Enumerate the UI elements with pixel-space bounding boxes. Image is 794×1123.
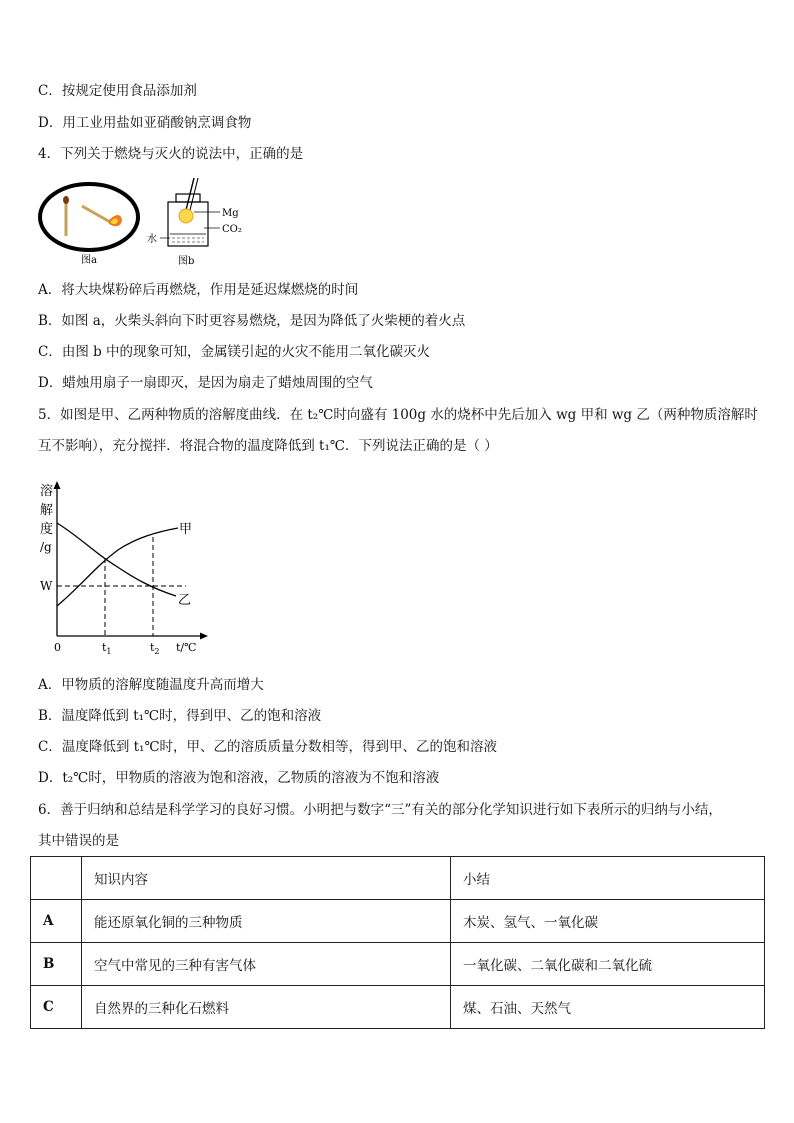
q5-stem-line2: 互不影响），充分搅拌．将混合物的温度降低到 t₁℃．下列说法正确的是（ ） (38, 438, 498, 454)
y-axis-arrow-icon (54, 481, 61, 489)
table-row (31, 900, 765, 943)
q5-stem-line1: 5．如图是甲、乙两种物质的溶解度曲线．在 t₂℃时向盛有 100g 水的烧杯中先后加入 wg 甲和 wg 乙（两种物质溶解时 (38, 407, 758, 423)
table-cell: 空气中常见的三种有害气体 (82, 943, 451, 986)
knowledge-table (30, 856, 765, 1029)
y-label-char-1: 溶 (40, 484, 54, 499)
table-row (31, 986, 765, 1029)
table-cell: A (31, 900, 82, 943)
q3-option-c: C．按规定使用食品添加剂 (38, 83, 197, 99)
table-cell: 木炭、氢气、一氧化碳 (451, 900, 765, 943)
figure-b (147, 178, 242, 267)
q4-stem: 4．下列关于燃烧与灭火的说法中，正确的是 (38, 146, 304, 162)
table-cell: 一氧化碳、二氧化碳和二氧化硫 (451, 943, 765, 986)
q4-option-b: B．如图 a，火柴头斜向下时更容易燃烧，是因为降低了火柴梗的着火点 (38, 313, 466, 329)
q5-option-b: B．温度降低到 t₁℃时，得到甲、乙的饱和溶液 (38, 708, 322, 724)
series-yi-curve (57, 523, 176, 596)
q5-option-d: D．t₂℃时，甲物质的溶液为饱和溶液，乙物质的溶液为不饱和溶液 (38, 770, 440, 786)
mg-label: Mg (222, 208, 239, 219)
table-cell: C (31, 986, 82, 1029)
q3-option-d: D．用工业用盐如亚硝酸钠烹调食物 (38, 115, 252, 131)
q4-option-a: A．将大块煤粉碎后再燃烧，作用是延迟煤燃烧的时间 (38, 282, 359, 298)
table-cell: 自然界的三种化石燃料 (82, 986, 451, 1029)
y-label-char-3: 度 (40, 522, 54, 537)
table-header-cell: 知识内容 (82, 857, 451, 900)
w-tick-label: W (40, 579, 53, 593)
x-axis-label: t/℃ (176, 641, 197, 654)
figure-b-label: 图b (178, 256, 195, 267)
y-label-char-2: 解 (40, 503, 54, 518)
table-cell: B (31, 943, 82, 986)
table-header-cell (31, 857, 82, 900)
origin-label: 0 (54, 641, 61, 654)
table-header-cell: 小结 (451, 857, 765, 900)
series-jia-label: 甲 (179, 522, 193, 537)
series-yi-label: 乙 (178, 593, 192, 608)
q5-option-c: C．温度降低到 t₁℃时，甲、乙的溶质质量分数相等，得到甲、乙的饱和溶液 (38, 739, 498, 755)
x-axis-arrow-icon (200, 633, 208, 640)
q4-figures (36, 176, 256, 270)
q5-option-a: A．甲物质的溶解度随温度升高而增大 (38, 677, 264, 693)
water-label: 水 (147, 234, 157, 245)
t1-tick-label: $t_1$ (102, 641, 112, 656)
table-row (31, 943, 765, 986)
table-header-row (31, 857, 765, 900)
co2-label: CO₂ (222, 224, 242, 235)
solubility-chart (36, 478, 216, 658)
q6-stem-line1: 6．善于归纳和总结是科学学习的良好习惯。小明把与数字“三”有关的部分化学知识进行如下表所示的归纳与小结， (38, 802, 722, 818)
burning-mg-icon (179, 209, 193, 223)
q4-option-c: C．由图 b 中的现象可知，金属镁引起的火灾不能用二氧化碳灭火 (38, 344, 431, 360)
t2-tick-label: $t_2$ (150, 641, 160, 656)
y-label-char-4: /g (40, 540, 52, 554)
figure-a (40, 184, 138, 266)
table-cell: 能还原氧化铜的三种物质 (82, 900, 451, 943)
q6-stem-line2: 其中错误的是 (38, 833, 119, 849)
table-cell: 煤、石油、天然气 (451, 986, 765, 1029)
q4-option-d: D．蜡烛用扇子一扇即灭，是因为扇走了蜡烛周围的空气 (38, 375, 373, 391)
figure-a-label: 图a (81, 255, 97, 266)
